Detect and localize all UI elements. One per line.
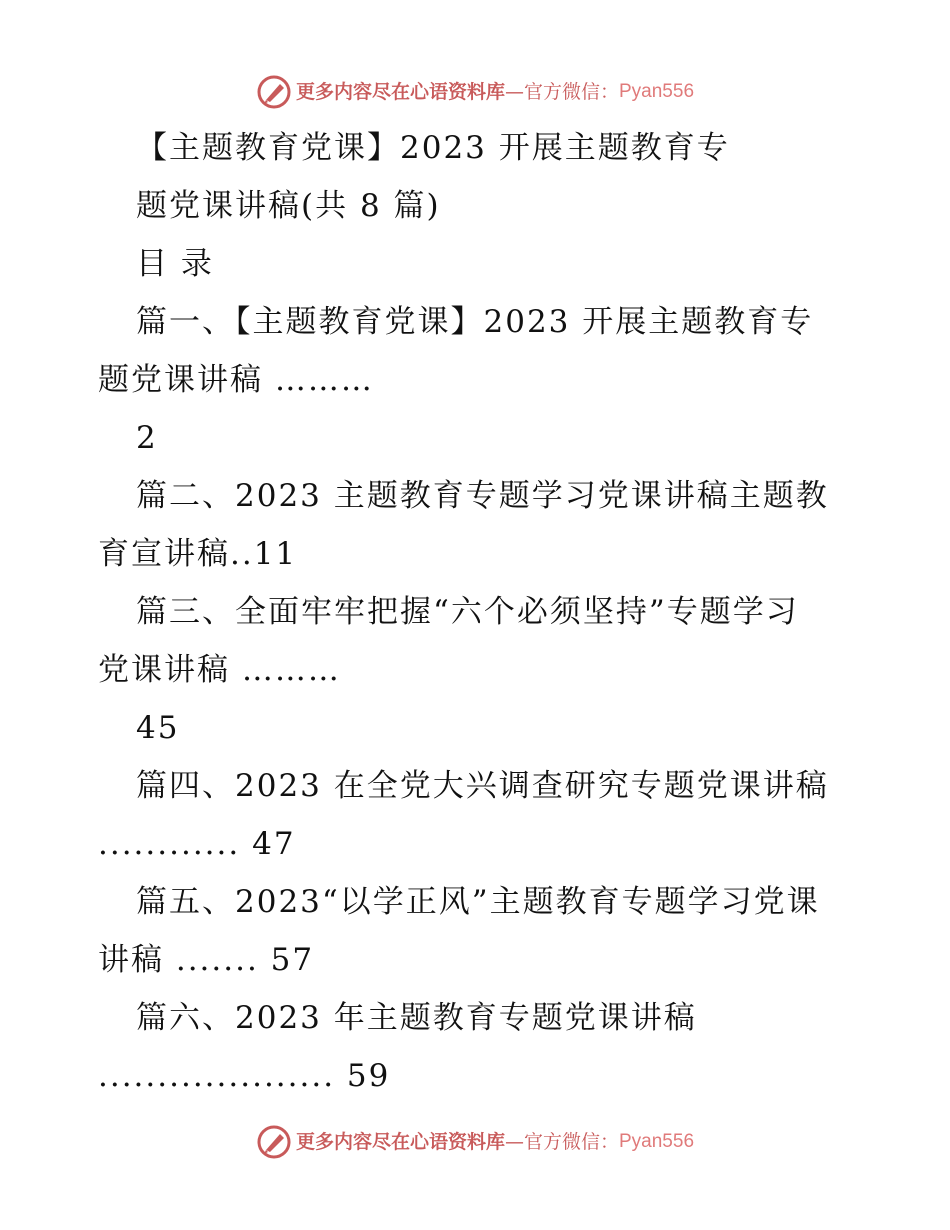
banner-brand: 更多内容尽在心语资料库 — [295, 81, 505, 103]
banner-brand: 更多内容尽在心语资料库 — [295, 1131, 505, 1153]
banner-separator: — — [504, 81, 524, 103]
toc-entry-2-line-1: 篇二、2023 主题教育专题学习党课讲稿主题教 — [136, 478, 829, 514]
toc-entry-1-page: 2 — [136, 420, 158, 456]
pen-logo-icon — [256, 1124, 292, 1160]
toc-entry-1-line-1: 篇一、【主题教育党课】2023 开展主题教育专 — [136, 304, 814, 340]
document-title-line-2: 题党课讲稿(共 8 篇) — [136, 188, 441, 224]
pen-logo-icon — [256, 74, 292, 110]
toc-entry-3-page: 45 — [136, 710, 180, 746]
banner-label: 官方微信： — [523, 81, 619, 103]
header-banner — [0, 74, 950, 110]
banner-separator: — — [504, 1131, 524, 1153]
footer-banner — [0, 1124, 950, 1160]
toc-entry-5-line-1: 篇五、2023“以学正风”主题教育专题学习党课 — [136, 884, 820, 920]
banner-wechat-id: Pyan556 — [619, 1131, 695, 1152]
toc-entry-3-line-2: 党课讲稿 ……… — [98, 652, 341, 688]
banner-wechat-id: Pyan556 — [619, 81, 695, 102]
toc-entry-5-line-2: 讲稿 ....... 57 — [98, 942, 315, 978]
banner-label: 官方微信： — [523, 1131, 619, 1153]
toc-entry-1-line-2: 题党课讲稿 ……… — [98, 362, 374, 398]
toc-entry-4-line-1: 篇四、2023 在全党大兴调查研究专题党课讲稿 — [136, 768, 829, 804]
toc-heading: 目 录 — [136, 246, 214, 282]
toc-entry-2-line-2: 育宣讲稿..11 — [98, 536, 298, 572]
toc-entry-3-line-1: 篇三、全面牢牢把握“六个必须坚持”专题学习 — [136, 594, 799, 630]
toc-entry-6-line-1: 篇六、2023 年主题教育专题党课讲稿 — [136, 1000, 697, 1036]
toc-entry-4-line-2: ............ 47 — [98, 826, 296, 862]
document-title-line-1: 【主题教育党课】2023 开展主题教育专 — [136, 130, 730, 166]
toc-entry-6-line-2: .................... 59 — [98, 1058, 391, 1094]
